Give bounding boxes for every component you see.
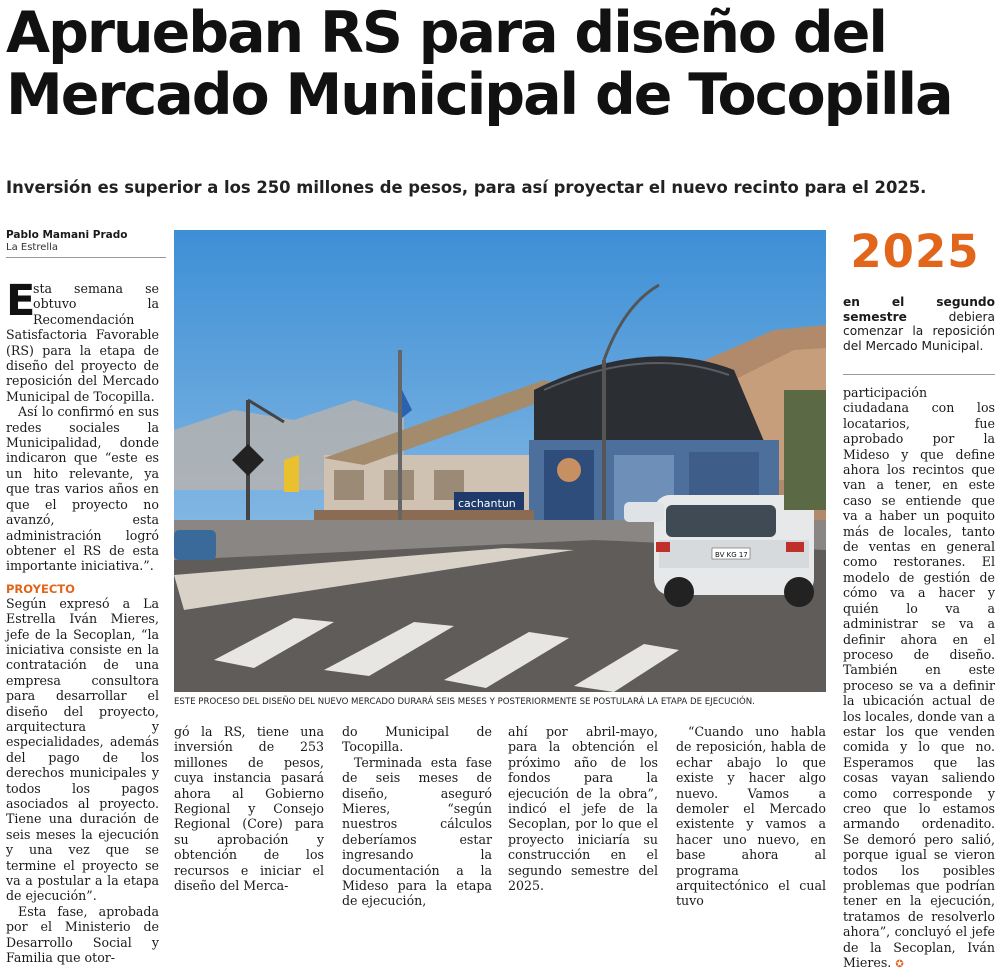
- paragraph: Esta fase, aprobada por el Ministerio de Desarrollo Social y Familia que otor-: [6, 903, 159, 966]
- paragraph: gó la RS, tiene una inversión de 253 millones de pesos, cuya instancia pasará ahora al Gobierno Regional y Consejo Regional (Core) para su aprobación y obtención de los recursos e iniciar el diseño del Merca-: [174, 724, 324, 894]
- paragraph: do Municipal de Tocopilla.: [342, 724, 492, 755]
- paragraph: participación ciudadana con los locatarios, fue aprobado por la Mideso y que define ahora los recintos que van a tener, en este caso se entiende que va a haber un poquito más de locales, tanto de ventas en general como restoranes. El modelo de gestión de cómo va a hacer y quién lo va a administrar se va a definir ahora en el proceso de diseño. También en este proceso se va a definir la ubicación actual de los locales, donde van a estar los que venden comida y lo que no. Esperamos que las cosas vayan saliendo como corresponde y creo que lo estamos armando ordenadito. Se demoró pero salió, porque igual se vieron todos los posibles problemas que podrían tener en la ejecución, tratamos de resolverlo ahora”, concluyó el jefe de la Secoplan, Iván Mieres.: [843, 385, 995, 971]
- end-mark-icon: ✪: [895, 959, 904, 971]
- article-column-6: [843, 385, 995, 972]
- article-column-3: [342, 724, 492, 909]
- paragraph: “Cuando uno habla de reposición, habla de echar abajo lo que existe y hacer algo nuevo. Vamos a demoler el Mercado existente y vamos a hacer uno nuevo, en base ahora al programa arquitectónico el cual tuvo: [676, 724, 826, 909]
- section-heading: PROYECTO: [6, 581, 75, 596]
- photo-caption: ESTE PROCESO DEL DISEÑO DEL NUEVO MERCADO DURARÁ SEIS MESES Y POSTERIORMENTE SE POSTULARÁ LA ETAPA DE EJECUCIÓN.: [174, 697, 755, 707]
- cachantun-sign: cachantun: [458, 497, 516, 510]
- headline: Aprueban RS para diseño del Mercado Municipal de Tocopilla: [6, 0, 952, 128]
- byline-divider: [6, 257, 166, 258]
- paragraph: sta semana se obtuvo la Recomendación Satisfactoria Favorable (RS) para la etapa de diseño del proyecto de reposición del Mercado Municipal de Tocopilla.: [6, 281, 159, 404]
- article-column-5: [676, 724, 826, 909]
- paragraph: Según expresó a La Estrella Iván Mieres, jefe de la Secoplan, “la iniciativa consiste en la contratación de una empresa consultora para desarrollar el diseño del proyecto, arquitectura y especialidades, además del pago de los derechos municipales y todos los pagos asociados al proyecto. Tiene una duración de seis meses la ejecución y una vez que se termine el proyecto se va a postular a la etapa de ejecución”.: [6, 595, 159, 904]
- byline-source: La Estrella: [6, 242, 59, 253]
- article-column-1: [6, 276, 159, 966]
- factbox-year: 2025: [850, 225, 980, 278]
- article-column-2: [174, 724, 324, 893]
- factbox-lead: en el segundo semestre: [843, 295, 995, 324]
- factbox-divider: [843, 374, 995, 375]
- market-photo: [174, 230, 826, 692]
- paragraph: ahí por abril-mayo, para la obtención el próximo año de los fondos para la ejecución de la obra”, indicó el jefe de la Secoplan, por lo que el proyecto iniciaría su construcción en el segundo semestre del 2025.: [508, 724, 658, 894]
- article-column-4: [508, 724, 658, 893]
- byline-author: Pablo Mamani Prado: [6, 229, 128, 241]
- paragraph: Así lo confirmó en sus redes sociales la Municipalidad, donde indicaron que “este es un hito relevante, ya que tras varios años en que el proyecto no avanzó, esta administración logró obtener el RS de esta importante iniciativa.”.: [6, 404, 159, 574]
- dek-subtitle: Inversión es superior a los 250 millones de pesos, para así proyectar el nuevo recinto para el 2025.: [6, 178, 927, 197]
- license-plate: BV KG 17: [715, 551, 748, 559]
- market-photo-illustration: [174, 230, 826, 692]
- factbox-text: debiera comenzar la reposición del Mercado Municipal.: [843, 309, 995, 353]
- drop-cap: E: [6, 276, 36, 326]
- factbox: [843, 295, 995, 353]
- paragraph: Terminada esta fase de seis meses de diseño, aseguró Mieres, “según nuestros cálculos deberíamos estar ingresando la documentación a la Mideso para la etapa de ejecución,: [342, 754, 492, 909]
